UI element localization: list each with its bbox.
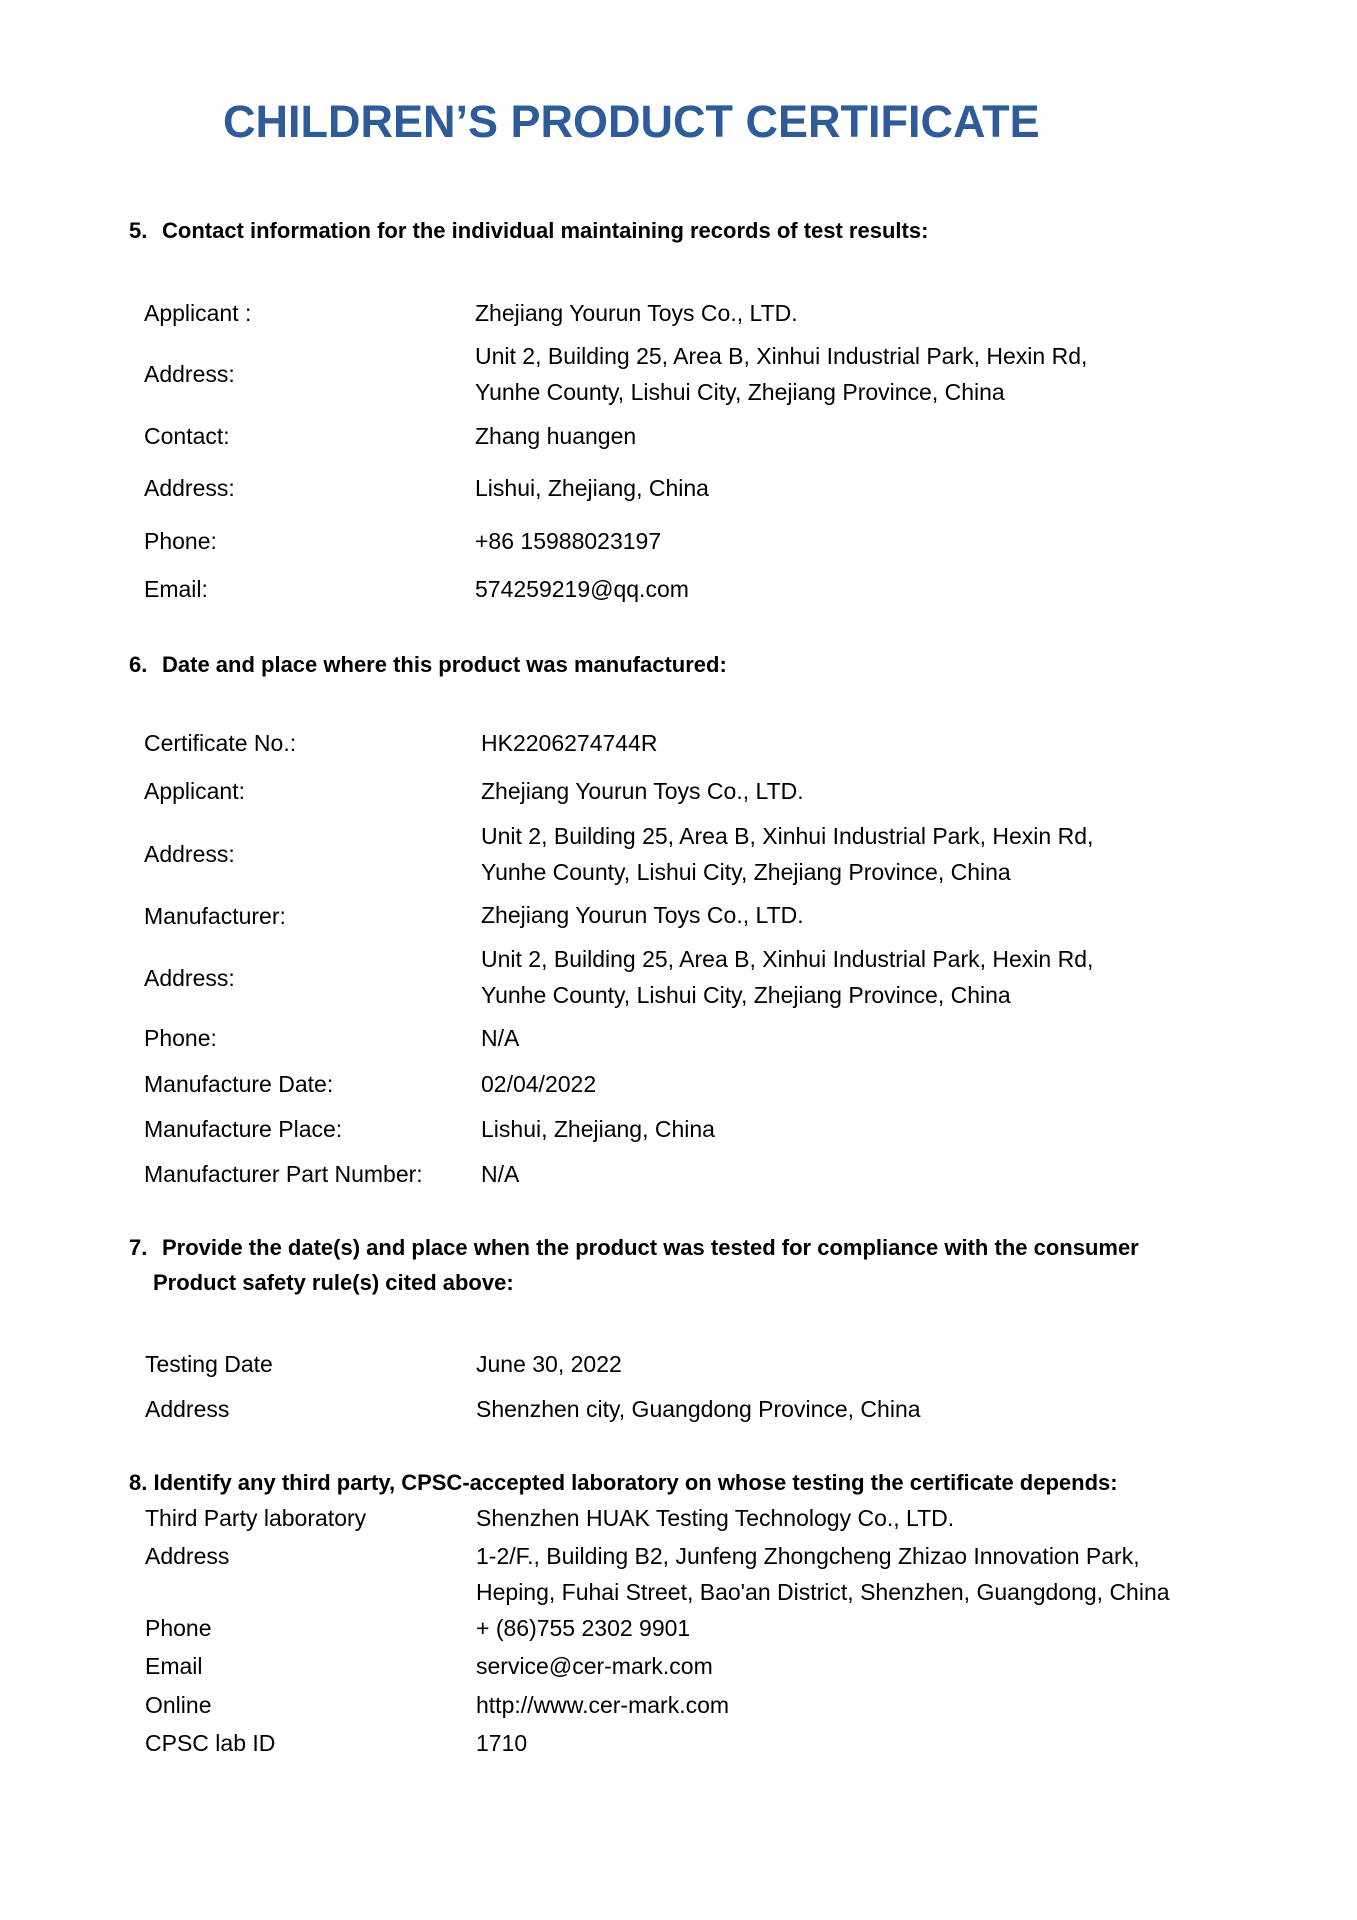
lab-email-value [476, 1648, 713, 1684]
lab-address-value [476, 1538, 1170, 1610]
applicant-label: Applicant: [144, 778, 246, 804]
address-label: Address: [144, 361, 235, 387]
manufacturer-part-number-value [481, 1156, 519, 1192]
address-value [481, 818, 1093, 890]
address-value [481, 941, 1093, 1013]
section-7-heading-line-2: Product safety rule(s) cited above: [153, 1270, 514, 1295]
testing-date-value [476, 1346, 622, 1382]
lab-email-label: Email [145, 1653, 203, 1679]
phone-value [475, 523, 661, 559]
value-line: Yunhe County, Lishui City, Zhejiang Province, China [475, 379, 1005, 405]
value-line: 574259219@qq.com [475, 576, 689, 602]
value-line: 02/04/2022 [481, 1071, 597, 1097]
phone-label: Phone: [144, 528, 217, 554]
manufacture-place-value [481, 1111, 715, 1147]
section-5-heading-text: Contact information for the individual maintaining records of test results: [162, 218, 929, 243]
contact-label: Contact: [144, 423, 230, 449]
value-line: 1710 [476, 1730, 528, 1756]
address-value [475, 338, 1087, 410]
value-line: N/A [481, 1025, 520, 1051]
value-line: Zhejiang Yourun Toys Co., LTD. [481, 778, 804, 804]
manufacturer-label: Manufacturer: [144, 903, 286, 929]
lab-online-value [476, 1687, 729, 1723]
applicant-value [481, 773, 804, 809]
section-7-number: 7. [129, 1235, 148, 1260]
contact-value [475, 418, 636, 454]
section-6-number: 6. [129, 652, 148, 677]
value-line: Zhang huangen [475, 423, 637, 449]
value-line: Zhejiang Yourun Toys Co., LTD. [475, 300, 798, 326]
value-line: + (86)755 2302 9901 [476, 1615, 691, 1641]
value-line: +86 15988023197 [475, 528, 662, 554]
lab-phone-value [476, 1610, 690, 1646]
section-7-heading-line-1: Provide the date(s) and place when the product was tested for compliance with the consumer [162, 1235, 1139, 1260]
testing-date-label: Testing Date [145, 1351, 273, 1377]
address-label: Address: [144, 965, 235, 991]
value-line: June 30, 2022 [476, 1351, 622, 1377]
lab-address-label: Address [145, 1543, 230, 1569]
lab-phone-label: Phone [145, 1615, 212, 1641]
value-line: 1-2/F., Building B2, Junfeng Zhongcheng Zhizao Innovation Park, [476, 1543, 1140, 1569]
address-label: Address: [144, 841, 235, 867]
value-line: N/A [481, 1161, 520, 1187]
manufacturer-value [481, 897, 804, 933]
value-line: service@cer-mark.com [476, 1653, 713, 1679]
third-party-laboratory-value [476, 1500, 954, 1536]
manufacturer-part-number-label: Manufacturer Part Number: [144, 1161, 423, 1187]
value-line: Unit 2, Building 25, Area B, Xinhui Industrial Park, Hexin Rd, [481, 823, 1094, 849]
cpsc-lab-id-value [476, 1725, 527, 1761]
value-line: Lishui, Zhejiang, China [481, 1116, 715, 1142]
manufacture-date-label: Manufacture Date: [144, 1071, 334, 1097]
testing-address-label: Address [145, 1396, 230, 1422]
value-line: Shenzhen HUAK Testing Technology Co., LTD. [476, 1505, 955, 1531]
cpsc-lab-id-label: CPSC lab ID [145, 1730, 276, 1756]
manufacture-place-label: Manufacture Place: [144, 1116, 343, 1142]
testing-address-value [476, 1391, 921, 1427]
phone-label: Phone: [144, 1025, 217, 1051]
phone-value [481, 1020, 519, 1056]
section-7-heading [129, 1230, 1139, 1300]
section-8-heading: 8. Identify any third party, CPSC-accepted laboratory on whose testing the certificate depends: [129, 1470, 1118, 1495]
value-line: Shenzhen city, Guangdong Province, China [476, 1396, 921, 1422]
value-line: Unit 2, Building 25, Area B, Xinhui Industrial Park, Hexin Rd, [475, 343, 1088, 369]
applicant-label: Applicant : [144, 300, 252, 326]
lab-online-label: Online [145, 1692, 212, 1718]
section-5-heading [129, 213, 928, 248]
address-label: Address: [144, 475, 235, 501]
section-6-heading [129, 647, 727, 682]
value-line: http://www.cer-mark.com [476, 1692, 730, 1718]
document-title: CHILDREN’S PRODUCT CERTIFICATE [223, 96, 1040, 147]
value-line: Yunhe County, Lishui City, Zhejiang Province, China [481, 859, 1011, 885]
manufacture-date-value [481, 1066, 596, 1102]
third-party-laboratory-label: Third Party laboratory [145, 1505, 367, 1531]
value-line: Yunhe County, Lishui City, Zhejiang Province, China [481, 982, 1011, 1008]
value-line: Unit 2, Building 25, Area B, Xinhui Industrial Park, Hexin Rd, [481, 946, 1094, 972]
address-value [475, 470, 709, 506]
section-6-heading-text: Date and place where this product was manufactured: [162, 652, 727, 677]
certificate-no-label: Certificate No.: [144, 730, 297, 756]
value-line: Heping, Fuhai Street, Bao'an District, Shenzhen, Guangdong, China [476, 1579, 1170, 1605]
section-5-number: 5. [129, 218, 148, 243]
certificate-no-value [481, 725, 657, 761]
email-value [475, 571, 689, 607]
email-label: Email: [144, 576, 208, 602]
value-line: Zhejiang Yourun Toys Co., LTD. [481, 902, 804, 928]
applicant-value [475, 295, 798, 331]
value-line: HK2206274744R [481, 730, 658, 756]
value-line: Lishui, Zhejiang, China [475, 475, 709, 501]
